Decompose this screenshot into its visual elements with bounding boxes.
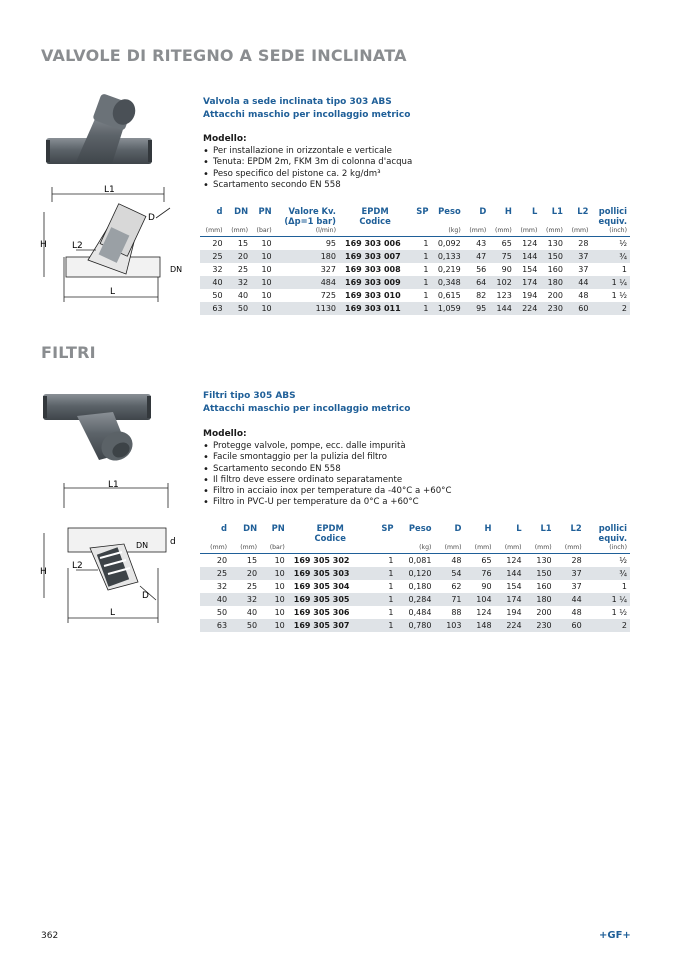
table-cell: 60 xyxy=(566,302,592,315)
table-row xyxy=(200,580,630,593)
table-cell: 1 ½ xyxy=(611,291,627,300)
table-cell: 169 303 010 xyxy=(345,291,401,300)
column-header: L1 xyxy=(551,206,563,216)
section-heading-filters: FILTRI xyxy=(41,343,96,362)
table-row xyxy=(200,289,630,302)
table-cell: 154 xyxy=(522,265,538,274)
product-title-305-line2: Attacchi maschio per incollaggio metrico xyxy=(203,404,411,414)
table-cell: 37 xyxy=(578,265,589,274)
column-header-line2 xyxy=(525,533,555,543)
table-cell: 180 xyxy=(275,250,339,263)
column-unit: (kg) xyxy=(431,226,463,237)
product-title-303-line2: Attacchi maschio per incollaggio metrico xyxy=(203,110,411,120)
table-cell: 180 xyxy=(540,276,566,289)
column-unit: (mm) xyxy=(540,226,566,237)
table-cell: 20 xyxy=(216,556,228,565)
table-cell: 0,284 xyxy=(397,593,435,606)
table-cell: 1 xyxy=(411,250,431,263)
table-cell: 130 xyxy=(547,239,563,248)
column-header-line2 xyxy=(489,216,515,226)
column-header: SP xyxy=(381,523,394,533)
table-cell: 169 303 009 xyxy=(339,276,411,289)
table-cell: 54 xyxy=(434,567,464,580)
filter-spec-table xyxy=(200,523,630,632)
column-unit: (mm) xyxy=(465,543,495,554)
column-header: DN xyxy=(234,206,249,216)
column-header-line2 xyxy=(464,216,490,226)
column-unit: (mm) xyxy=(434,543,464,554)
column-unit: (mm) xyxy=(226,226,252,237)
table-cell: 169 305 302 xyxy=(293,556,350,565)
check-valve-photo xyxy=(46,92,156,182)
column-header-line2: (Δp=1 bar) xyxy=(284,216,336,226)
table-cell: 10 xyxy=(251,250,275,263)
table-cell: 144 xyxy=(515,250,541,263)
column-header: PN xyxy=(271,523,285,533)
table-row xyxy=(200,302,630,315)
filter-drawing xyxy=(38,478,188,628)
table-cell: 15 xyxy=(237,239,249,248)
dim-label-h: H xyxy=(40,567,47,577)
table-cell: 25 xyxy=(200,567,230,580)
column-unit: (mm) xyxy=(230,543,260,554)
table-cell: 37 xyxy=(566,250,592,263)
feature-item: • Filtro in acciaio inox per temperature da -40°C a +60°C xyxy=(203,486,451,497)
column-header-line2 xyxy=(540,216,566,226)
column-header: L1 xyxy=(540,523,552,533)
dim-label-h: H xyxy=(40,240,47,250)
product-title-303-line1: Valvola a sede inclinata tipo 303 ABS xyxy=(203,97,392,107)
table-cell: 60 xyxy=(555,619,585,632)
table-cell: 169 303 007 xyxy=(339,250,411,263)
table-cell: 169 303 006 xyxy=(345,239,401,248)
table-cell: 200 xyxy=(536,608,552,617)
table-cell: 63 xyxy=(200,619,230,632)
table-cell: 20 xyxy=(212,239,223,248)
table-cell: 44 xyxy=(566,276,592,289)
feature-item: • Protegge valvole, pompe, ecc. dalle impurità xyxy=(203,441,451,452)
table-cell: ¾ xyxy=(585,567,630,580)
table-cell: 169 305 306 xyxy=(293,608,350,617)
table-cell: 148 xyxy=(465,619,495,632)
column-unit xyxy=(339,226,411,237)
table-cell: 50 xyxy=(216,608,228,617)
table-row xyxy=(200,554,630,568)
table-cell: 32 xyxy=(226,276,252,289)
column-header-line2 xyxy=(495,533,525,543)
table-cell: 56 xyxy=(476,265,487,274)
table-cell: 0,484 xyxy=(408,608,432,617)
column-header-line2: Codice xyxy=(359,216,391,226)
table-cell: 2 xyxy=(585,619,630,632)
column-header: PN xyxy=(258,206,272,216)
column-unit: (bar) xyxy=(251,226,275,237)
table-cell: 1 xyxy=(411,302,431,315)
table-cell: 40 xyxy=(200,593,230,606)
column-header-line2 xyxy=(200,216,226,226)
table-cell: 43 xyxy=(476,239,487,248)
column-header-line2 xyxy=(373,533,397,543)
table-cell: 20 xyxy=(226,250,252,263)
table-cell: 200 xyxy=(547,291,563,300)
section-heading-check-valves: VALVOLE DI RITEGNO A SEDE INCLINATA xyxy=(41,46,407,65)
column-header-line2 xyxy=(411,216,431,226)
table-cell: 28 xyxy=(571,556,582,565)
column-header-line2 xyxy=(397,533,435,543)
column-header: Valore Kv. xyxy=(288,206,336,216)
column-unit xyxy=(411,226,431,237)
table-cell: 144 xyxy=(495,567,525,580)
table-cell: 40 xyxy=(246,608,258,617)
table-cell: 1 xyxy=(373,567,397,580)
table-cell: 104 xyxy=(465,593,495,606)
table-cell: 123 xyxy=(496,291,512,300)
dim-label-d: D xyxy=(142,591,149,601)
table-cell: 10 xyxy=(261,291,272,300)
table-cell: 65 xyxy=(481,556,492,565)
column-header: L xyxy=(516,523,522,533)
table-cell: 102 xyxy=(489,276,515,289)
table-cell: 25 xyxy=(237,265,249,274)
table-cell: 10 xyxy=(274,608,285,617)
dim-label-l2: L2 xyxy=(72,561,83,571)
feature-item: • Scartamento secondo EN 558 xyxy=(203,464,451,475)
feature-item: • Il filtro deve essere ordinato separatamente xyxy=(203,475,451,486)
column-header: L2 xyxy=(570,523,582,533)
dim-label-l1: L1 xyxy=(108,480,119,490)
table-cell: 124 xyxy=(506,556,522,565)
table-cell: 0,180 xyxy=(408,582,432,591)
table-cell: ¾ xyxy=(591,250,630,263)
table-cell: 28 xyxy=(578,239,589,248)
check-valve-spec-table xyxy=(200,206,630,315)
table-cell: 169 305 304 xyxy=(293,582,350,591)
column-unit: (mm) xyxy=(464,226,490,237)
table-cell: 10 xyxy=(260,593,288,606)
table-cell: 169 305 305 xyxy=(288,593,373,606)
table-cell: 144 xyxy=(489,302,515,315)
column-unit: (mm) xyxy=(515,226,541,237)
column-unit: (mm) xyxy=(495,543,525,554)
table-cell: 174 xyxy=(495,593,525,606)
gf-logo: +GF+ xyxy=(599,930,631,941)
table-cell: 169 305 307 xyxy=(288,619,373,632)
table-cell: 1 xyxy=(621,582,627,591)
table-cell: 10 xyxy=(260,567,288,580)
column-header-line2 xyxy=(465,533,495,543)
table-cell: 1 xyxy=(423,239,429,248)
column-unit: (mm) xyxy=(555,543,585,554)
table-cell: 65 xyxy=(501,239,512,248)
column-header: pollici xyxy=(598,523,627,533)
table-row xyxy=(200,593,630,606)
table-cell: 32 xyxy=(212,265,223,274)
table-cell: 37 xyxy=(555,567,585,580)
table-cell: 169 303 008 xyxy=(345,265,401,274)
dim-label-dn: DN xyxy=(170,265,183,274)
table-cell: 194 xyxy=(506,608,522,617)
table-cell: 484 xyxy=(275,276,339,289)
table-cell: 180 xyxy=(525,593,555,606)
table-cell: 63 xyxy=(200,302,226,315)
check-valve-drawing xyxy=(38,182,188,307)
table-row xyxy=(200,263,630,276)
table-cell: 95 xyxy=(325,239,336,248)
dim-label-l: L xyxy=(110,608,116,618)
column-header-line2: equiv. xyxy=(598,216,627,226)
table-cell: 10 xyxy=(260,619,288,632)
table-cell: 71 xyxy=(434,593,464,606)
table-cell: 48 xyxy=(571,608,582,617)
dim-label-l2: L2 xyxy=(72,241,83,251)
table-cell: 50 xyxy=(226,302,252,315)
table-cell: 48 xyxy=(578,291,589,300)
column-header-line2 xyxy=(431,216,463,226)
model-label: Modello: xyxy=(203,134,247,144)
column-header-line2: Codice xyxy=(314,533,346,543)
table-cell: 230 xyxy=(540,302,566,315)
table-cell: 150 xyxy=(525,567,555,580)
column-unit: (bar) xyxy=(260,543,288,554)
column-unit: (mm) xyxy=(525,543,555,554)
table-cell: 230 xyxy=(525,619,555,632)
filter-photo xyxy=(43,388,153,468)
table-row xyxy=(200,567,630,580)
table-cell: 1 xyxy=(423,291,429,300)
column-header: L xyxy=(532,206,538,216)
table-cell: 1 xyxy=(373,619,397,632)
column-header-line2 xyxy=(230,533,260,543)
table-cell: 90 xyxy=(481,582,492,591)
table-cell: 50 xyxy=(212,291,223,300)
table-cell: 82 xyxy=(476,291,487,300)
feature-item: • Peso specifico del pistone ca. 2 kg/dm³ xyxy=(203,169,412,180)
table-cell: 1 xyxy=(423,265,429,274)
table-cell: 25 xyxy=(200,250,226,263)
table-cell: 160 xyxy=(547,265,563,274)
column-header: D xyxy=(479,206,487,216)
column-unit: (mm) xyxy=(566,226,592,237)
product-title-303 xyxy=(203,96,410,122)
table-cell: 725 xyxy=(320,291,336,300)
table-cell: 1 ½ xyxy=(611,608,627,617)
table-cell: 32 xyxy=(230,593,260,606)
column-header: D xyxy=(454,523,462,533)
table-cell: 2 xyxy=(591,302,630,315)
column-header: SP xyxy=(416,206,429,216)
column-header-line2: equiv. xyxy=(598,533,627,543)
column-header-line2 xyxy=(434,533,464,543)
dim-label-l1: L1 xyxy=(104,185,115,195)
page-number: 362 xyxy=(41,931,59,941)
table-cell: 64 xyxy=(464,276,490,289)
table-row xyxy=(200,606,630,619)
model-label: Modello: xyxy=(203,429,247,439)
table-row xyxy=(200,250,630,263)
column-unit: (inch) xyxy=(585,543,630,554)
dim-label-dn: DN xyxy=(136,541,149,550)
table-cell: 224 xyxy=(495,619,525,632)
table-cell: 75 xyxy=(489,250,515,263)
table-cell: 0,615 xyxy=(437,291,461,300)
table-cell: 10 xyxy=(251,276,275,289)
column-header: pollici xyxy=(598,206,627,216)
table-cell: 50 xyxy=(230,619,260,632)
product-title-305 xyxy=(203,390,410,416)
table-cell: 1 xyxy=(411,276,431,289)
column-header: Peso xyxy=(408,523,432,533)
table-cell: 47 xyxy=(464,250,490,263)
table-cell: 10 xyxy=(274,556,285,565)
table-cell: ½ xyxy=(619,556,627,565)
table-cell: 0,348 xyxy=(431,276,463,289)
dim-label-d-small: d xyxy=(170,537,176,547)
table-cell: 1130 xyxy=(275,302,339,315)
table-cell: 1 xyxy=(373,593,397,606)
table-cell: 169 305 303 xyxy=(288,567,373,580)
table-cell: 0,092 xyxy=(437,239,461,248)
table-cell: 1 ¼ xyxy=(585,593,630,606)
table-cell: 0,081 xyxy=(408,556,432,565)
table-cell: 40 xyxy=(200,276,226,289)
table-cell: 130 xyxy=(536,556,552,565)
column-header: H xyxy=(484,523,492,533)
dim-label-l: L xyxy=(110,287,116,297)
table-cell: 1 xyxy=(388,582,394,591)
column-header-line2 xyxy=(251,216,275,226)
feature-item: • Scartamento secondo EN 558 xyxy=(203,180,412,191)
column-unit: (kg) xyxy=(397,543,435,554)
table-row xyxy=(200,237,630,251)
table-cell: 1 ¼ xyxy=(591,276,630,289)
table-cell: 32 xyxy=(216,582,228,591)
table-cell: 37 xyxy=(571,582,582,591)
table-cell: 10 xyxy=(261,265,272,274)
table-cell: 0,219 xyxy=(437,265,461,274)
column-header: d xyxy=(216,206,223,216)
column-header: DN xyxy=(243,523,258,533)
table-cell: 15 xyxy=(246,556,258,565)
table-row xyxy=(200,619,630,632)
table-cell: 40 xyxy=(237,291,249,300)
column-unit xyxy=(288,543,373,554)
table-cell: 1 xyxy=(388,608,394,617)
column-header-line2 xyxy=(226,216,252,226)
column-header-line2 xyxy=(200,533,230,543)
table-cell: 25 xyxy=(246,582,258,591)
column-header: EPDM xyxy=(316,523,344,533)
column-unit: (mm) xyxy=(200,543,230,554)
dim-label-d: D xyxy=(148,213,155,223)
feature-item: • Filtro in PVC-U per temperature da 0°C a +60°C xyxy=(203,497,451,508)
table-cell: 194 xyxy=(522,291,538,300)
column-header: d xyxy=(221,523,228,533)
feature-item: • Tenuta: EPDM 2m, FKM 3m di colonna d'acqua xyxy=(203,157,412,168)
table-cell: 20 xyxy=(230,567,260,580)
table-cell: 150 xyxy=(540,250,566,263)
table-cell: 10 xyxy=(251,302,275,315)
table-cell: 88 xyxy=(451,608,462,617)
table-cell: ½ xyxy=(619,239,627,248)
table-cell: 169 303 011 xyxy=(339,302,411,315)
column-header-line2 xyxy=(555,533,585,543)
column-header: L2 xyxy=(577,206,589,216)
table-cell: 76 xyxy=(465,567,495,580)
column-header: EPDM xyxy=(361,206,389,216)
table-cell: 44 xyxy=(555,593,585,606)
table-cell: 1 xyxy=(621,265,627,274)
table-row xyxy=(200,276,630,289)
table-cell: 95 xyxy=(464,302,490,315)
table-cell: 174 xyxy=(515,276,541,289)
table-cell: 0,133 xyxy=(431,250,463,263)
table-cell: 0,780 xyxy=(397,619,435,632)
feature-item: • Facile smontaggio per la pulizia del filtro xyxy=(203,452,451,463)
column-header-line2 xyxy=(566,216,592,226)
table-cell: 10 xyxy=(261,239,272,248)
column-unit: (l/min) xyxy=(275,226,339,237)
table-cell: 124 xyxy=(522,239,538,248)
table-cell: 10 xyxy=(274,582,285,591)
table-cell: 48 xyxy=(451,556,462,565)
column-unit xyxy=(373,543,397,554)
table-cell: 0,120 xyxy=(397,567,435,580)
table-cell: 1,059 xyxy=(431,302,463,315)
table-cell: 327 xyxy=(320,265,336,274)
column-header: H xyxy=(504,206,512,216)
table-cell: 103 xyxy=(434,619,464,632)
feature-list xyxy=(203,146,412,191)
table-cell: 224 xyxy=(515,302,541,315)
column-unit: (inch) xyxy=(591,226,630,237)
table-cell: 124 xyxy=(476,608,492,617)
column-header-line2 xyxy=(260,533,288,543)
table-cell: 154 xyxy=(506,582,522,591)
table-cell: 90 xyxy=(501,265,512,274)
table-cell: 1 xyxy=(388,556,394,565)
column-unit: (mm) xyxy=(200,226,226,237)
product-title-305-line1: Filtri tipo 305 ABS xyxy=(203,391,296,401)
feature-list xyxy=(203,441,451,509)
table-cell: 160 xyxy=(536,582,552,591)
table-cell: 62 xyxy=(451,582,462,591)
column-unit: (mm) xyxy=(489,226,515,237)
column-header: Peso xyxy=(438,206,461,216)
feature-item: • Per installazione in orizzontale e verticale xyxy=(203,146,412,157)
column-header-line2 xyxy=(515,216,541,226)
